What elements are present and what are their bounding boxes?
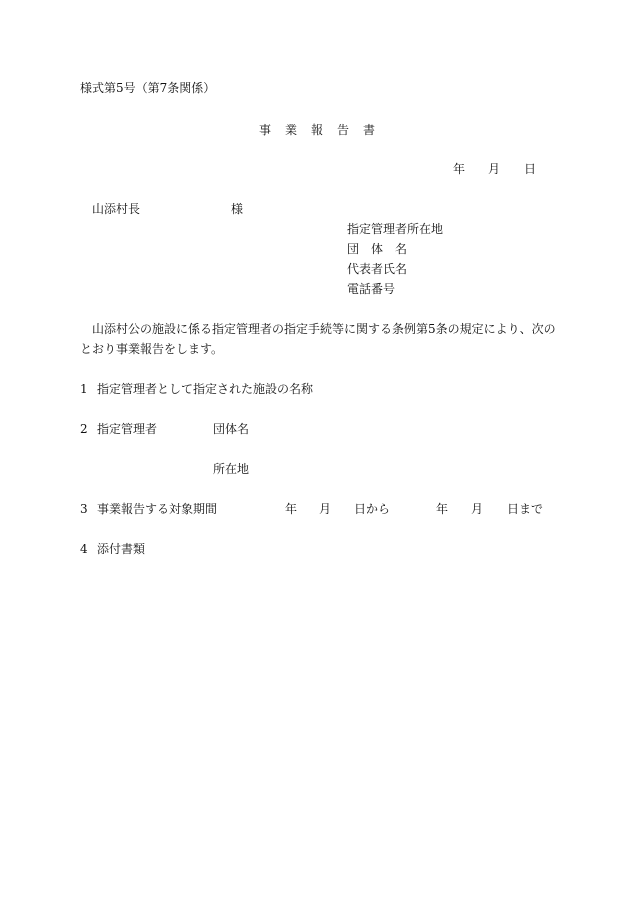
document-title: 事 業 報 告 書	[259, 123, 377, 137]
item3-from-day: 日から	[354, 502, 391, 516]
item1-number: 1	[80, 382, 88, 396]
item3-number: 3	[80, 502, 88, 516]
addressee-honorific: 様	[231, 202, 244, 216]
item3-to-month: 月	[471, 502, 484, 516]
item3-from-year: 年	[285, 502, 298, 516]
item2-address-label: 所在地	[213, 462, 250, 476]
item4-number: 4	[80, 542, 88, 556]
item4-label: 添付書類	[97, 542, 146, 556]
item2-label: 指定管理者	[97, 422, 158, 436]
date-month-label: 月	[488, 162, 501, 176]
item3-to-day: 日まで	[507, 502, 544, 516]
item1-label: 指定管理者として指定された施設の名称	[97, 382, 314, 396]
applicant-phone-label: 電話番号	[347, 282, 396, 296]
date-day-label: 日	[524, 162, 537, 176]
applicant-address-label: 指定管理者所在地	[347, 222, 444, 236]
applicant-rep-label: 代表者氏名	[347, 262, 408, 276]
body-text-line2: とおり事業報告をします。	[80, 342, 224, 356]
item2-group-label: 団体名	[213, 422, 250, 436]
item3-from-month: 月	[319, 502, 332, 516]
date-year-label: 年	[453, 162, 466, 176]
item3-label: 事業報告する対象期間	[97, 502, 218, 516]
addressee-name: 山添村長	[92, 202, 141, 216]
item3-to-year: 年	[436, 502, 449, 516]
form-number: 様式第5号（第7条関係）	[80, 81, 216, 95]
item2-number: 2	[80, 422, 88, 436]
body-text-line1: 山添村公の施設に係る指定管理者の指定手続等に関する条例第5条の規定により、次の	[92, 322, 556, 336]
applicant-group-label: 団 体 名	[347, 242, 408, 256]
